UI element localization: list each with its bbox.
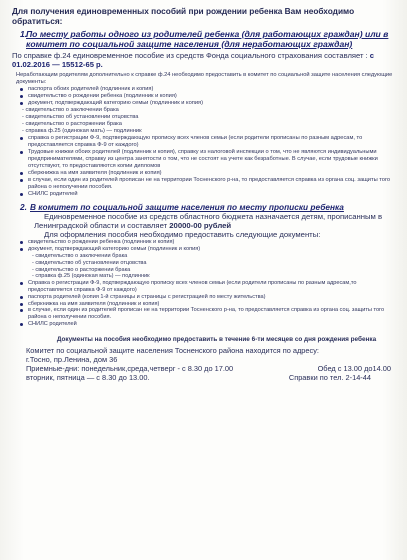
section2-para2: Для оформления пособия необходимо предоставить следующие документы: xyxy=(44,230,321,240)
list-item: сберкнижка на имя заявителя (подлинник и копия) xyxy=(12,301,399,308)
footer-heading: Документы на пособия необходимо предоставить в течение 6-ти месяцев со дня рождения ребенка xyxy=(56,335,377,343)
footer-line3 xyxy=(12,364,399,373)
section1-sublist xyxy=(12,107,399,135)
list-item: Справка о регистрации Ф-9, подтверждающую прописку всех членов семьи (если родители прописаны по разным адресам,то предоставляется справка Ф-9 от каждого) xyxy=(12,280,399,294)
section1-list2 xyxy=(12,135,399,198)
document-header: Для получения единовременных пособий при рождении ребенка Вам необходимо обратиться: xyxy=(12,6,355,26)
list-item: справка о регистрации Ф-9, подтверждающую прописку всех членов семьи (если родители прописаны по разным адресам, то предоставляется справка Ф-9 от каждого) xyxy=(12,135,399,149)
sublist-item: - справка ф.25 (одинокая мать) — подлинник xyxy=(22,128,142,135)
section2-list2 xyxy=(12,280,399,328)
sublist-item: - свидетельство о заключении брака xyxy=(32,253,128,259)
section1-para1-text: По справке ф.24 единовременное пособие из средств Фонда социального страхования составляет : xyxy=(12,51,368,60)
list-item: документ, подтверждающий категорию семьи (подлинник и копия) xyxy=(12,100,399,107)
section1-list xyxy=(12,86,399,107)
section1-title xyxy=(12,29,399,49)
section1-intro: Неработающим родителям дополнительно к справке ф.24 необходимо предоставить в комитет по социальной защите населения следующие документы: xyxy=(16,72,393,86)
sublist-item: - свидетельство о заключении брака xyxy=(22,107,119,114)
list-item: в случае, если один из родителей прописан не на территории Тосненского р-на, то предоставляется справка из органа соц. защиты того района о неполучении пособия. xyxy=(12,307,399,321)
sublist-item: - справка ф.25 (одинокая мать) — подлинник xyxy=(32,273,150,280)
section1-number: 1. xyxy=(20,29,28,39)
list-item: документ, подтверждающий категорию семьи (подлинник и копия) xyxy=(12,246,399,253)
list-item: СНИЛС родителей xyxy=(12,321,399,328)
list-item: свидетельство о рождении ребенка (подлинник и копия) xyxy=(12,239,399,246)
list-item: паспорта обоих родителей (подлинник и копия) xyxy=(12,86,399,93)
footer-hours1: Приемные-дни: понедельник,среда,четверг - с 8.30 до 17.00 xyxy=(26,363,234,373)
sublist-item: - свидетельство об установлении отцовства xyxy=(22,114,139,121)
section2-para1-text: Единовременное пособие из средств областного бюджета назначается детям, прописанным в Ленинградской области и составляет xyxy=(34,212,383,231)
section1-title-text: По месту работы одного из родителей ребенка (для работающих граждан) или в комитет по социальной защите населения (для неработающих граждан) xyxy=(26,29,389,49)
sublist-item: - свидетельство об установлении отцовства xyxy=(32,259,147,266)
list-item: в случае, если один из родителей прописан не на территории Тосненского р-на, то предоставляется справка из органа соц. защиты того района о неполучении пособия. xyxy=(12,177,399,191)
section2-sublist xyxy=(12,253,399,280)
list-item: свидетельство о рождении ребенка (подлинник и копия) xyxy=(12,93,399,100)
section1-amount: с 01.02.2016 — 15512-65 р. xyxy=(12,51,375,70)
footer-line4 xyxy=(12,373,399,382)
footer-line2: г.Тосно, пр.Ленина, дом 36 xyxy=(26,354,118,364)
section2-list xyxy=(12,239,399,253)
footer-phone: Справки по тел. 2-14-44 xyxy=(288,372,371,382)
section2-amount: 20000-00 рублей xyxy=(169,221,232,231)
footer-line1: Комитет по социальной защите населения Тосненского района находится по адресу: xyxy=(26,345,319,355)
section1-para1 xyxy=(12,51,399,69)
list-item: паспорта родителей (копия 1-й страницы и страницы с регистрацией по месту жительства) xyxy=(12,294,399,301)
list-item: СНИЛС родителей xyxy=(12,191,399,198)
section2-number: 2. xyxy=(20,202,27,213)
section2-title xyxy=(12,202,399,212)
sublist-item: - свидетельство о расторжении брака xyxy=(22,121,122,128)
section2-title-text: В комитет по социальной защите населения по месту прописки ребенка xyxy=(30,202,344,213)
list-item: Трудовые книжки обоих родителей (подлинник и копия), справку из налоговой инспекции о том, что не являются индивидуальными предпринимателями, справку из центра занятости о том, что не состоят на учете как безработные. В случае, если трудовые книжки отсутствуют, то предоставляются копии дипломов xyxy=(12,149,399,170)
section2-para1 xyxy=(12,212,399,230)
sublist-item: - свидетельство о расторжении брака xyxy=(32,266,131,273)
list-item: сберкнижка на имя заявителя (подлинник и копия) xyxy=(12,170,399,177)
footer-lunch: Обед с 13.00 до14.00 xyxy=(317,363,391,373)
footer-hours2: вторник, пятница — с 8.30 до 13.00. xyxy=(26,372,150,382)
